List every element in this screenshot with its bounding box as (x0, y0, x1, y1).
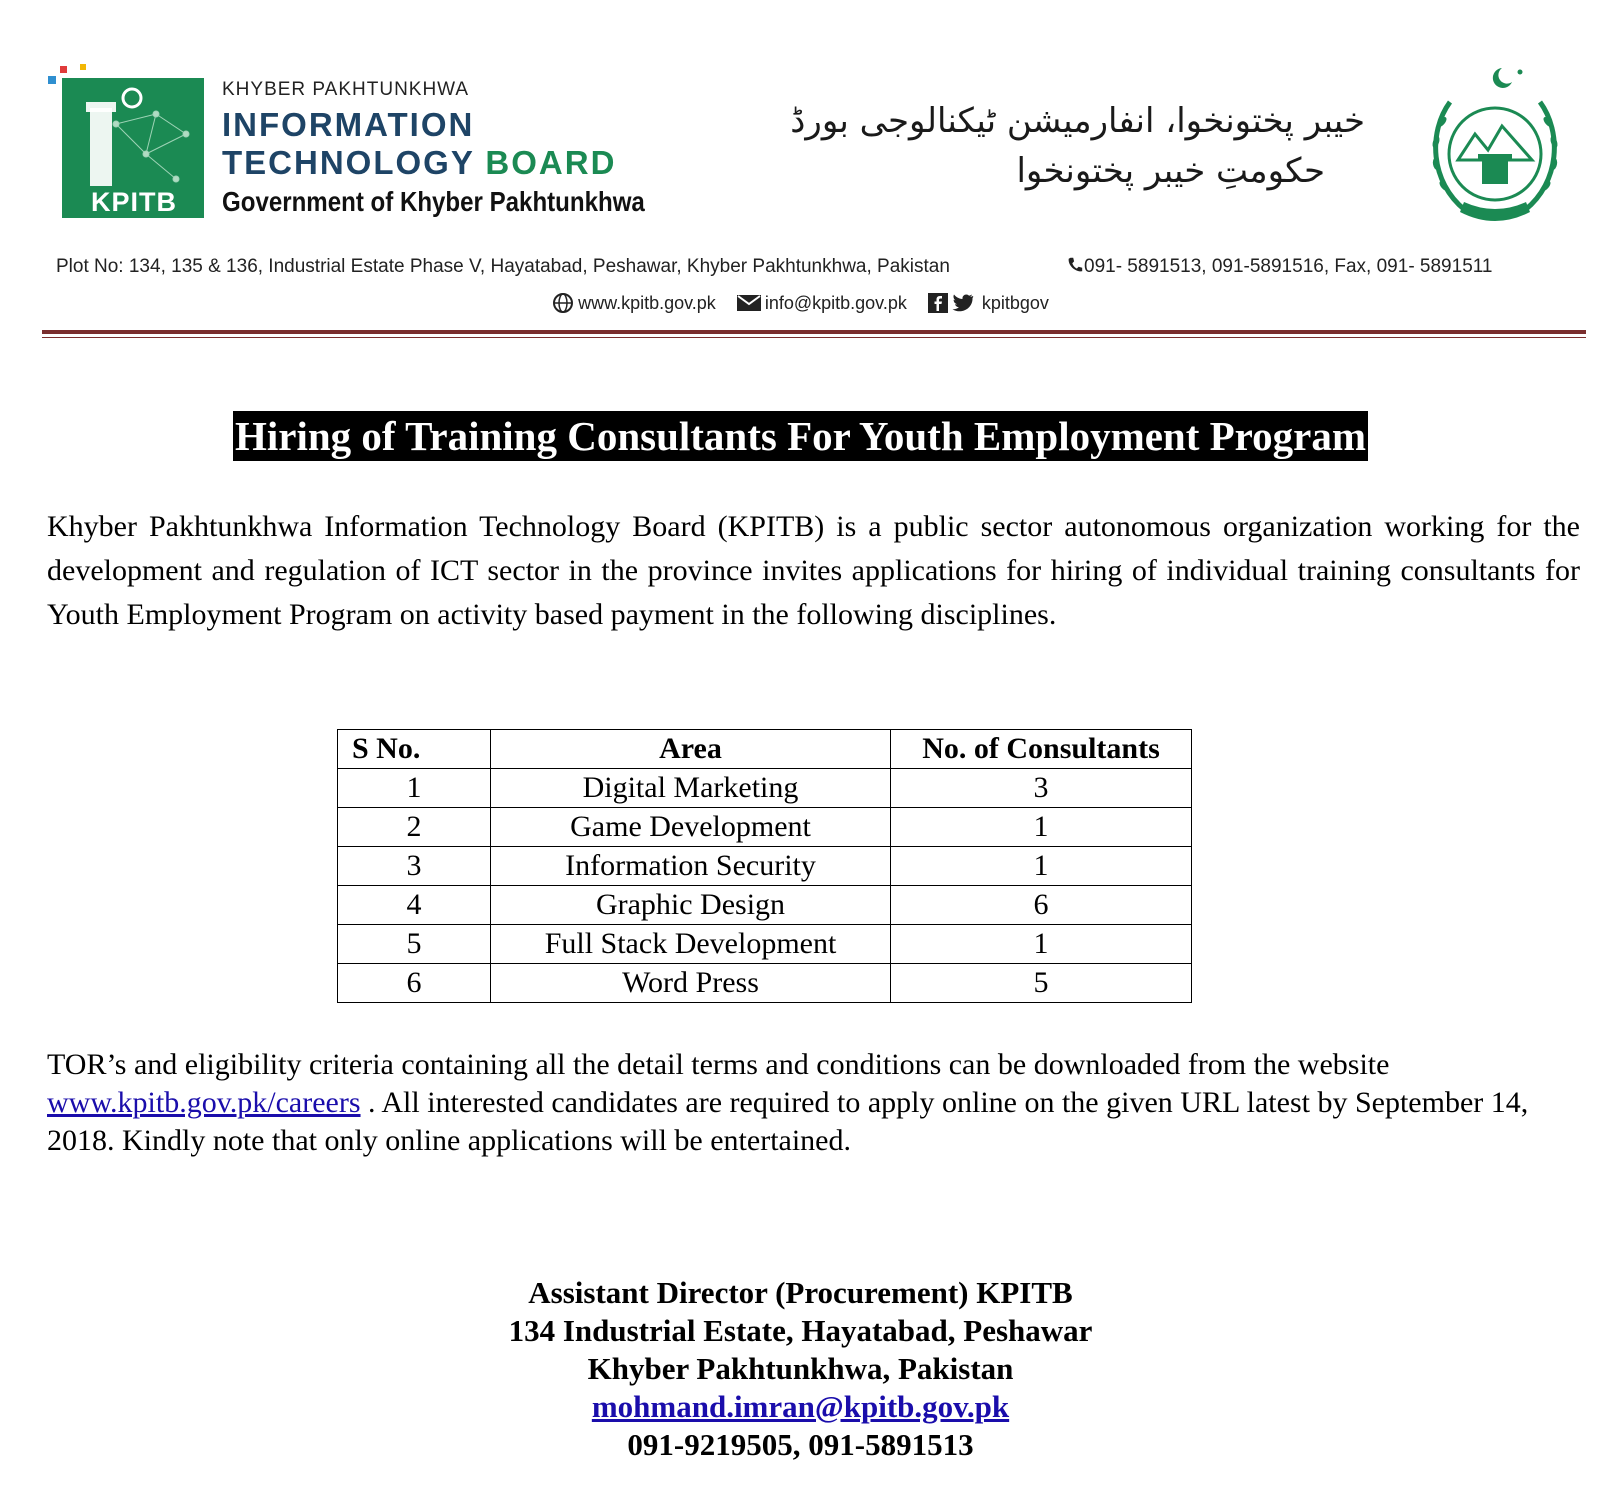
globe-icon (552, 292, 574, 314)
tor-text-after: . All interested candidates are required to apply online on the given URL latest by September 14, 2018. Kindly note that only online applications will be entertained. (47, 1086, 1529, 1157)
urdu-line-1: خیبر پختونخوا، انفارمیشن ٹیکنالوجی بورڈ (790, 101, 1365, 141)
cell-area: Word Press (491, 964, 891, 1003)
document-title: Hiring of Training Consultants For Youth Employment Program (234, 413, 1366, 459)
table-row (338, 925, 1192, 964)
facebook-icon (928, 293, 948, 313)
cell-s-no: 4 (338, 886, 491, 925)
header-consultants: No. of Consultants (891, 730, 1192, 769)
table-header-row (338, 730, 1192, 769)
cell-s-no: 6 (338, 964, 491, 1003)
logo-board-word: BOARD (485, 144, 617, 181)
signatory-title: Assistant Director (Procurement) KPITB (528, 1275, 1073, 1310)
signatory-address-2: Khyber Pakhtunkhwa, Pakistan (587, 1351, 1014, 1386)
header-rule-thin (42, 337, 1586, 338)
social-contact[interactable] (928, 293, 1049, 314)
signatory-address-1: 134 Industrial Estate, Hayatabad, Peshawar (508, 1313, 1093, 1348)
tor-paragraph (47, 1046, 1587, 1160)
email-contact[interactable] (737, 293, 907, 314)
table-row (338, 769, 1192, 808)
address-text: Plot No: 134, 135 & 136, Industrial Estate Phase V, Hayatabad, Peshawar, Khyber Pakhtunkhwa, Pakistan (56, 256, 950, 277)
urdu-line-2: حکومتِ خیبر پختونخوا (1016, 151, 1325, 191)
website-text: www.kpitb.gov.pk (578, 292, 716, 313)
signatory-phones: 091-9219505, 091-5891513 (627, 1427, 974, 1462)
logo-kp-text: KHYBER PAKHTUNKHWA (222, 79, 470, 100)
cell-consultants: 6 (891, 886, 1192, 925)
table-row (338, 808, 1192, 847)
cell-area: Information Security (491, 847, 891, 886)
logo-technology-board-text (222, 144, 714, 182)
cell-area: Full Stack Development (491, 925, 891, 964)
table-row (338, 886, 1192, 925)
careers-link[interactable]: www.kpitb.gov.pk/careers (47, 1086, 361, 1119)
phone-icon (1066, 256, 1084, 274)
phone-numbers: 091- 5891513, 091-5891516, Fax, 091- 5891511 (1084, 256, 1493, 277)
disciplines-table (337, 729, 1192, 1003)
cell-consultants: 1 (891, 925, 1192, 964)
urdu-heading (790, 96, 1365, 196)
address-line (56, 256, 1556, 278)
website-contact[interactable] (552, 292, 716, 314)
cell-area: Graphic Design (491, 886, 891, 925)
cell-s-no: 3 (338, 847, 491, 886)
kpitb-logo (46, 64, 736, 234)
cell-s-no: 5 (338, 925, 491, 964)
logo-government-text: Government of Khyber Pakhtunkhwa (222, 186, 645, 217)
title-wrap (0, 411, 1601, 461)
logo-information-text: INFORMATION (222, 106, 475, 143)
cell-area: Game Development (491, 808, 891, 847)
header-rule (42, 330, 1586, 334)
intro-paragraph: Khyber Pakhtunkhwa Information Technology Board (KPITB) is a public sector autonomous organization working for the development and regulation of ICT sector in the province invites applications for hiring of individual training consultants for Youth Employment Program on activity based payment in the following disciplines. (47, 510, 1580, 631)
table-row (338, 964, 1192, 1003)
cell-consultants: 1 (891, 847, 1192, 886)
logo-technology-word: TECHNOLOGY (222, 144, 475, 181)
phone-fax-line (1066, 256, 1492, 278)
table-row (338, 847, 1192, 886)
twitter-icon (952, 293, 974, 313)
contact-line (0, 292, 1601, 314)
social-handle: kpitbgov (981, 292, 1049, 313)
cell-consultants: 5 (891, 964, 1192, 1003)
header-area: Area (491, 730, 891, 769)
header-s-no: S No. (338, 730, 491, 769)
email-text: info@kpitb.gov.pk (764, 292, 907, 313)
cell-consultants: 3 (891, 769, 1192, 808)
cell-area: Digital Marketing (491, 769, 891, 808)
cell-s-no: 2 (338, 808, 491, 847)
cell-s-no: 1 (338, 769, 491, 808)
signature-block (0, 1274, 1601, 1464)
mail-icon (737, 295, 761, 311)
kp-government-emblem (1420, 62, 1570, 232)
logo-text (222, 78, 714, 220)
signatory-email-link[interactable]: mohmand.imran@kpitb.gov.pk (591, 1389, 1010, 1424)
tor-text-before: TOR’s and eligibility criteria containing all the detail terms and conditions can be downloaded from the website (47, 1048, 1390, 1081)
cell-consultants: 1 (891, 808, 1192, 847)
logo-badge: KPITB (91, 187, 177, 217)
